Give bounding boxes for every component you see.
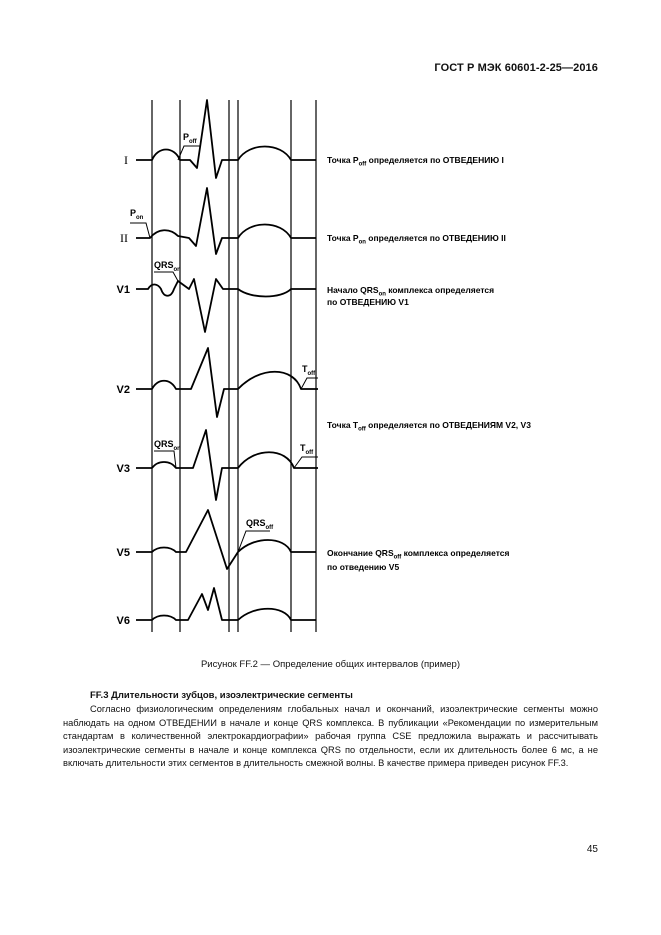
figure-caption: Рисунок FF.2 — Определение общих интервалов (пример) xyxy=(200,659,461,670)
lead-label-i: I xyxy=(124,153,128,167)
note-poff: Точка Poff определяется по ОТВЕДЕНИЮ I xyxy=(327,155,504,168)
lead-label-v6: V6 xyxy=(116,615,130,627)
leader-pon xyxy=(130,223,150,238)
note-qrsoff: Окончание QRSoff комплекса определяется xyxy=(327,548,510,561)
section-paragraph: Согласно физиологическим определениям глобальных начал и окончаний, изоэлектрические сегменты можно наблюдать на одном ОТВЕДЕНИИ в начале и конце QRS комплекса. В публикации «Рекомендации по измерительным стандартам в количественной электрокардиографии» рабочая группа CSE предложила выражать и рассчитывать изоэлектрические сегменты в начале и конце комплекса QRS по отдельности, если их длительность более 6 мс, а не включать длительности этих сегментов в длительность смежной волны. В качестве примера приведен рисунок FF.3. xyxy=(63,704,598,768)
leader-qrson-v1 xyxy=(154,272,178,281)
label-toff-v2: Toff xyxy=(302,364,316,377)
label-pon: Pon xyxy=(130,208,144,221)
page-number: 45 xyxy=(586,844,598,855)
label-qrson-v3: QRSon xyxy=(154,439,181,452)
note-qrson: Начало QRSon комплекса определяется xyxy=(327,285,495,298)
trace-lead-i xyxy=(136,100,316,178)
trace-lead-v5 xyxy=(136,510,316,569)
label-toff-v3: Toff xyxy=(300,443,314,456)
standard-header: ГОСТ Р МЭК 60601-2-25—2016 xyxy=(434,62,598,74)
leader-poff xyxy=(178,146,200,160)
note-qrsoff-line2: по отведению V5 xyxy=(327,562,400,572)
trace-lead-ii xyxy=(136,188,316,254)
label-poff: Poff xyxy=(183,132,197,145)
lead-label-v1: V1 xyxy=(116,284,130,296)
note-qrson-line2: по ОТВЕДЕНИЮ V1 xyxy=(327,297,409,307)
lead-label-v2: V2 xyxy=(116,384,130,396)
lead-label-v5: V5 xyxy=(116,547,130,559)
label-qrsoff-v5: QRSoff xyxy=(246,518,274,531)
trace-lead-v6 xyxy=(136,588,316,620)
lead-label-v3: V3 xyxy=(116,463,130,475)
trace-lead-v1 xyxy=(136,279,316,332)
note-pon: Точка Pon определяется по ОТВЕДЕНИЮ II xyxy=(327,233,506,246)
note-toff: Точка Toff определяется по ОТВЕДЕНИЯМ V2, V3 xyxy=(327,420,531,433)
label-qrson-v1: QRSon xyxy=(154,260,181,273)
section-heading: FF.3 Длительности зубцов, изоэлектрические сегменты xyxy=(90,690,353,701)
lead-label-ii: II xyxy=(120,231,128,245)
leader-toff-v3 xyxy=(294,457,318,468)
